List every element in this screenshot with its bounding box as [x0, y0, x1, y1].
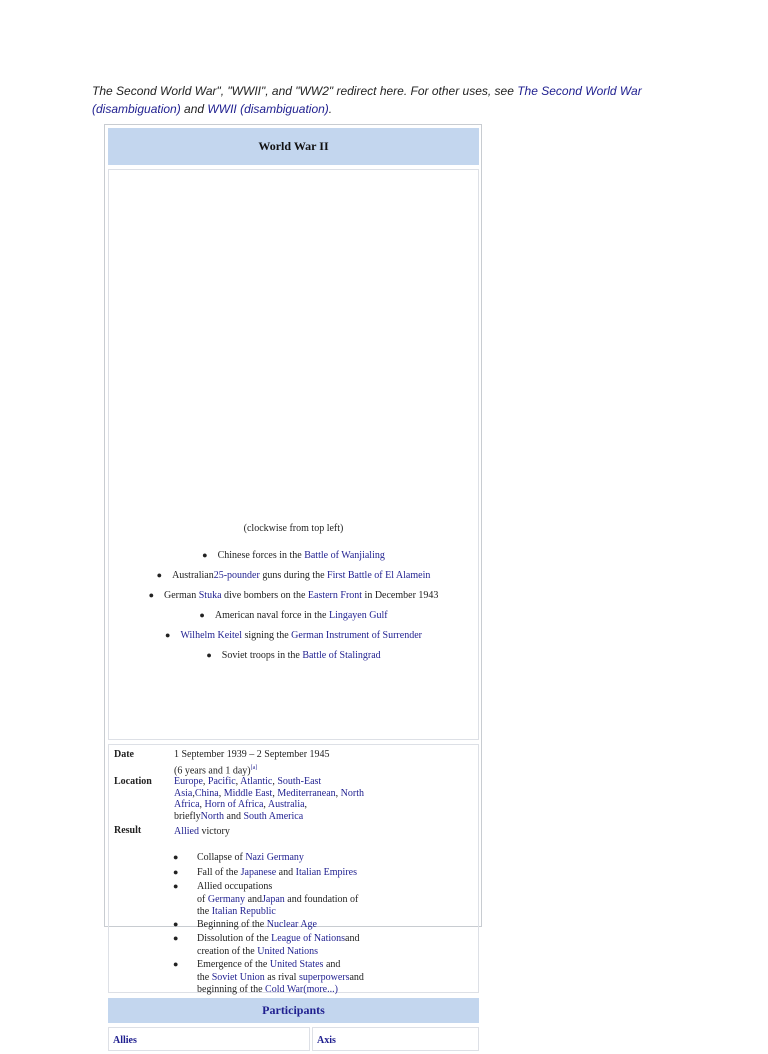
outcome-text: Collapse of: [197, 852, 246, 863]
bullet: ●: [173, 852, 179, 862]
link-nuclear-age[interactable]: Nuclear Age: [266, 919, 317, 930]
bullet: ●: [156, 570, 163, 580]
outcome-item: [197, 881, 417, 919]
allies-link[interactable]: Allies: [108, 1027, 310, 1051]
caption-item-el-alamein: [109, 568, 478, 583]
disambiguation-link-wwii[interactable]: WWII (disambiguation): [207, 102, 329, 116]
axis-link[interactable]: Axis: [312, 1027, 479, 1051]
caption-item-stuka: [109, 588, 478, 603]
location-value: Europe, Pacific, Atlantic, South-East Asia,China, Middle East, Mediterranean, North Africa, Horn of Africa, Australia, brieflyNorth and South America: [174, 776, 364, 822]
link-superpowers[interactable]: superpowers: [298, 971, 350, 983]
caption-item-stalingrad: [109, 648, 478, 663]
outcome-text: and: [245, 893, 263, 905]
link-china[interactable]: China: [194, 787, 219, 799]
bullet: ●: [165, 630, 171, 640]
caption-text: Australian: [172, 570, 214, 581]
link-north-africa[interactable]: North: [340, 787, 364, 799]
hatnote-period: .: [328, 102, 333, 116]
link-italian-republic[interactable]: Italian Republic: [211, 906, 276, 917]
link-atlantic[interactable]: Atlantic: [240, 776, 273, 787]
link-25-pounder[interactable]: 25-pounder: [213, 570, 260, 581]
link-germany[interactable]: Germany: [207, 893, 246, 905]
date-duration: (6 years and 1 day): [174, 764, 251, 776]
bullet: ●: [202, 550, 208, 560]
outcome-item: [197, 933, 417, 958]
outcome-text: Emergence of the: [197, 959, 270, 970]
link-middle-east[interactable]: Middle East: [223, 787, 273, 799]
caption-item-lingayen: [109, 608, 478, 623]
caption-text: guns during the: [259, 570, 328, 581]
link-battle-of-wanjialing[interactable]: Battle of Wanjialing: [304, 550, 385, 561]
outcome-text: Beginning of the: [197, 919, 267, 930]
link-league-of-nations[interactable]: League of Nations: [271, 933, 346, 944]
participants-header: Participants: [108, 998, 479, 1023]
outcome-item: [197, 867, 417, 880]
link-japan[interactable]: Japan: [262, 893, 285, 905]
hatnote-and: and: [180, 102, 208, 116]
outcome-text: and: [276, 867, 296, 878]
link-europe[interactable]: Europe: [174, 776, 203, 787]
location-label: Location: [114, 776, 152, 787]
outcome-item: [197, 919, 417, 932]
date-range: 1 September 1939 – 2 September 1945: [174, 749, 330, 760]
link-australia[interactable]: Australia: [267, 799, 305, 810]
hatnote-text: The Second World War", "WWII", and "WW2" redirect here. For other uses, see: [92, 84, 518, 98]
infobox-image-area: [108, 169, 479, 740]
participants-row: [108, 1027, 479, 1051]
link-soviet-union[interactable]: Soviet Union: [211, 971, 265, 983]
outcome-text: of: [197, 893, 208, 905]
link-more[interactable]: (more...): [303, 984, 338, 995]
caption-text: in December 1943: [362, 590, 439, 601]
link-mediterranean[interactable]: Mediterranean: [277, 787, 336, 799]
link-italian-empires[interactable]: Italian Empires: [295, 867, 357, 878]
outcome-text: as rival: [264, 971, 299, 983]
link-north-africa-cont[interactable]: Africa: [174, 799, 200, 810]
caption-text: Chinese forces in the: [217, 550, 305, 561]
link-south-america[interactable]: South America: [243, 810, 304, 822]
image-caption: (clockwise from top left): [243, 523, 344, 534]
result-label: Result: [114, 825, 142, 836]
bullet: ●: [173, 959, 179, 969]
footnote-a[interactable]: [a]: [250, 764, 258, 771]
link-north-america[interactable]: North: [200, 810, 224, 822]
bullet: ●: [148, 590, 155, 600]
caption-text: Soviet troops in the: [221, 650, 303, 661]
outcome-text: the: [197, 971, 212, 983]
link-horn-of-africa[interactable]: Horn of Africa: [204, 799, 264, 810]
link-japanese[interactable]: Japanese: [240, 867, 277, 878]
link-first-battle-of-el-alamein[interactable]: First Battle of El Alamein: [327, 570, 431, 581]
outcome-text: and: [323, 959, 341, 970]
link-south-east-asia-cont[interactable]: Asia: [174, 787, 193, 799]
link-united-nations[interactable]: United Nations: [257, 945, 319, 957]
infobox-facts: [108, 744, 479, 993]
bullet: ●: [206, 650, 212, 660]
outcome-text: creation of the: [197, 945, 258, 957]
outcome-item: [197, 852, 417, 865]
link-stuka[interactable]: Stuka: [198, 590, 222, 601]
caption-text: signing the: [242, 630, 292, 641]
caption-item-wanjialing: [109, 548, 478, 563]
link-battle-of-stalingrad[interactable]: Battle of Stalingrad: [302, 650, 381, 661]
result-value: [174, 826, 404, 838]
bullet: ●: [199, 610, 205, 620]
link-lingayen-gulf[interactable]: Lingayen Gulf: [328, 610, 388, 621]
outcome-text: and foundation of: [284, 893, 359, 905]
location-text: briefly: [174, 810, 201, 822]
caption-text: German: [164, 590, 199, 601]
link-pacific[interactable]: Pacific: [207, 776, 236, 787]
link-cold-war[interactable]: Cold War: [265, 984, 304, 995]
link-nazi-germany[interactable]: Nazi Germany: [245, 852, 304, 863]
bullet: ●: [173, 881, 179, 891]
outcome-text: Fall of the: [197, 867, 241, 878]
link-eastern-front[interactable]: Eastern Front: [307, 590, 363, 601]
infobox: [104, 124, 482, 1046]
caption-text: American naval force in the: [214, 610, 329, 621]
outcome-text: Dissolution of the: [197, 933, 272, 944]
outcome-text: and: [349, 971, 364, 983]
hatnote: [92, 82, 692, 118]
link-south-east-asia[interactable]: South-East: [277, 776, 322, 787]
caption-item-keitel: [109, 628, 478, 643]
outcome-text: and: [345, 933, 360, 944]
outcome-text: the: [197, 906, 212, 917]
result-text: victory: [199, 826, 230, 837]
date-label: Date: [114, 749, 134, 760]
outcome-text: beginning of the: [197, 984, 266, 995]
link-allied[interactable]: Allied: [174, 826, 199, 837]
outcome-item: [197, 959, 417, 997]
link-german-instrument-of-surrender[interactable]: German Instrument of Surrender: [291, 630, 422, 641]
location-text: and: [224, 810, 244, 822]
outcome-text: Allied occupations: [197, 881, 273, 892]
link-wilhelm-keitel[interactable]: Wilhelm Keitel: [180, 630, 242, 641]
date-value: [174, 749, 404, 776]
bullet: ●: [173, 933, 179, 943]
bullet: ●: [173, 919, 179, 929]
infobox-title: World War II: [108, 128, 479, 165]
caption-text: dive bombers on the: [221, 590, 308, 601]
disambiguation-link-second-world-war[interactable]: The Second World War (disambiguation): [92, 84, 642, 116]
bullet: ●: [173, 867, 179, 877]
link-united-states[interactable]: United States: [269, 959, 324, 970]
